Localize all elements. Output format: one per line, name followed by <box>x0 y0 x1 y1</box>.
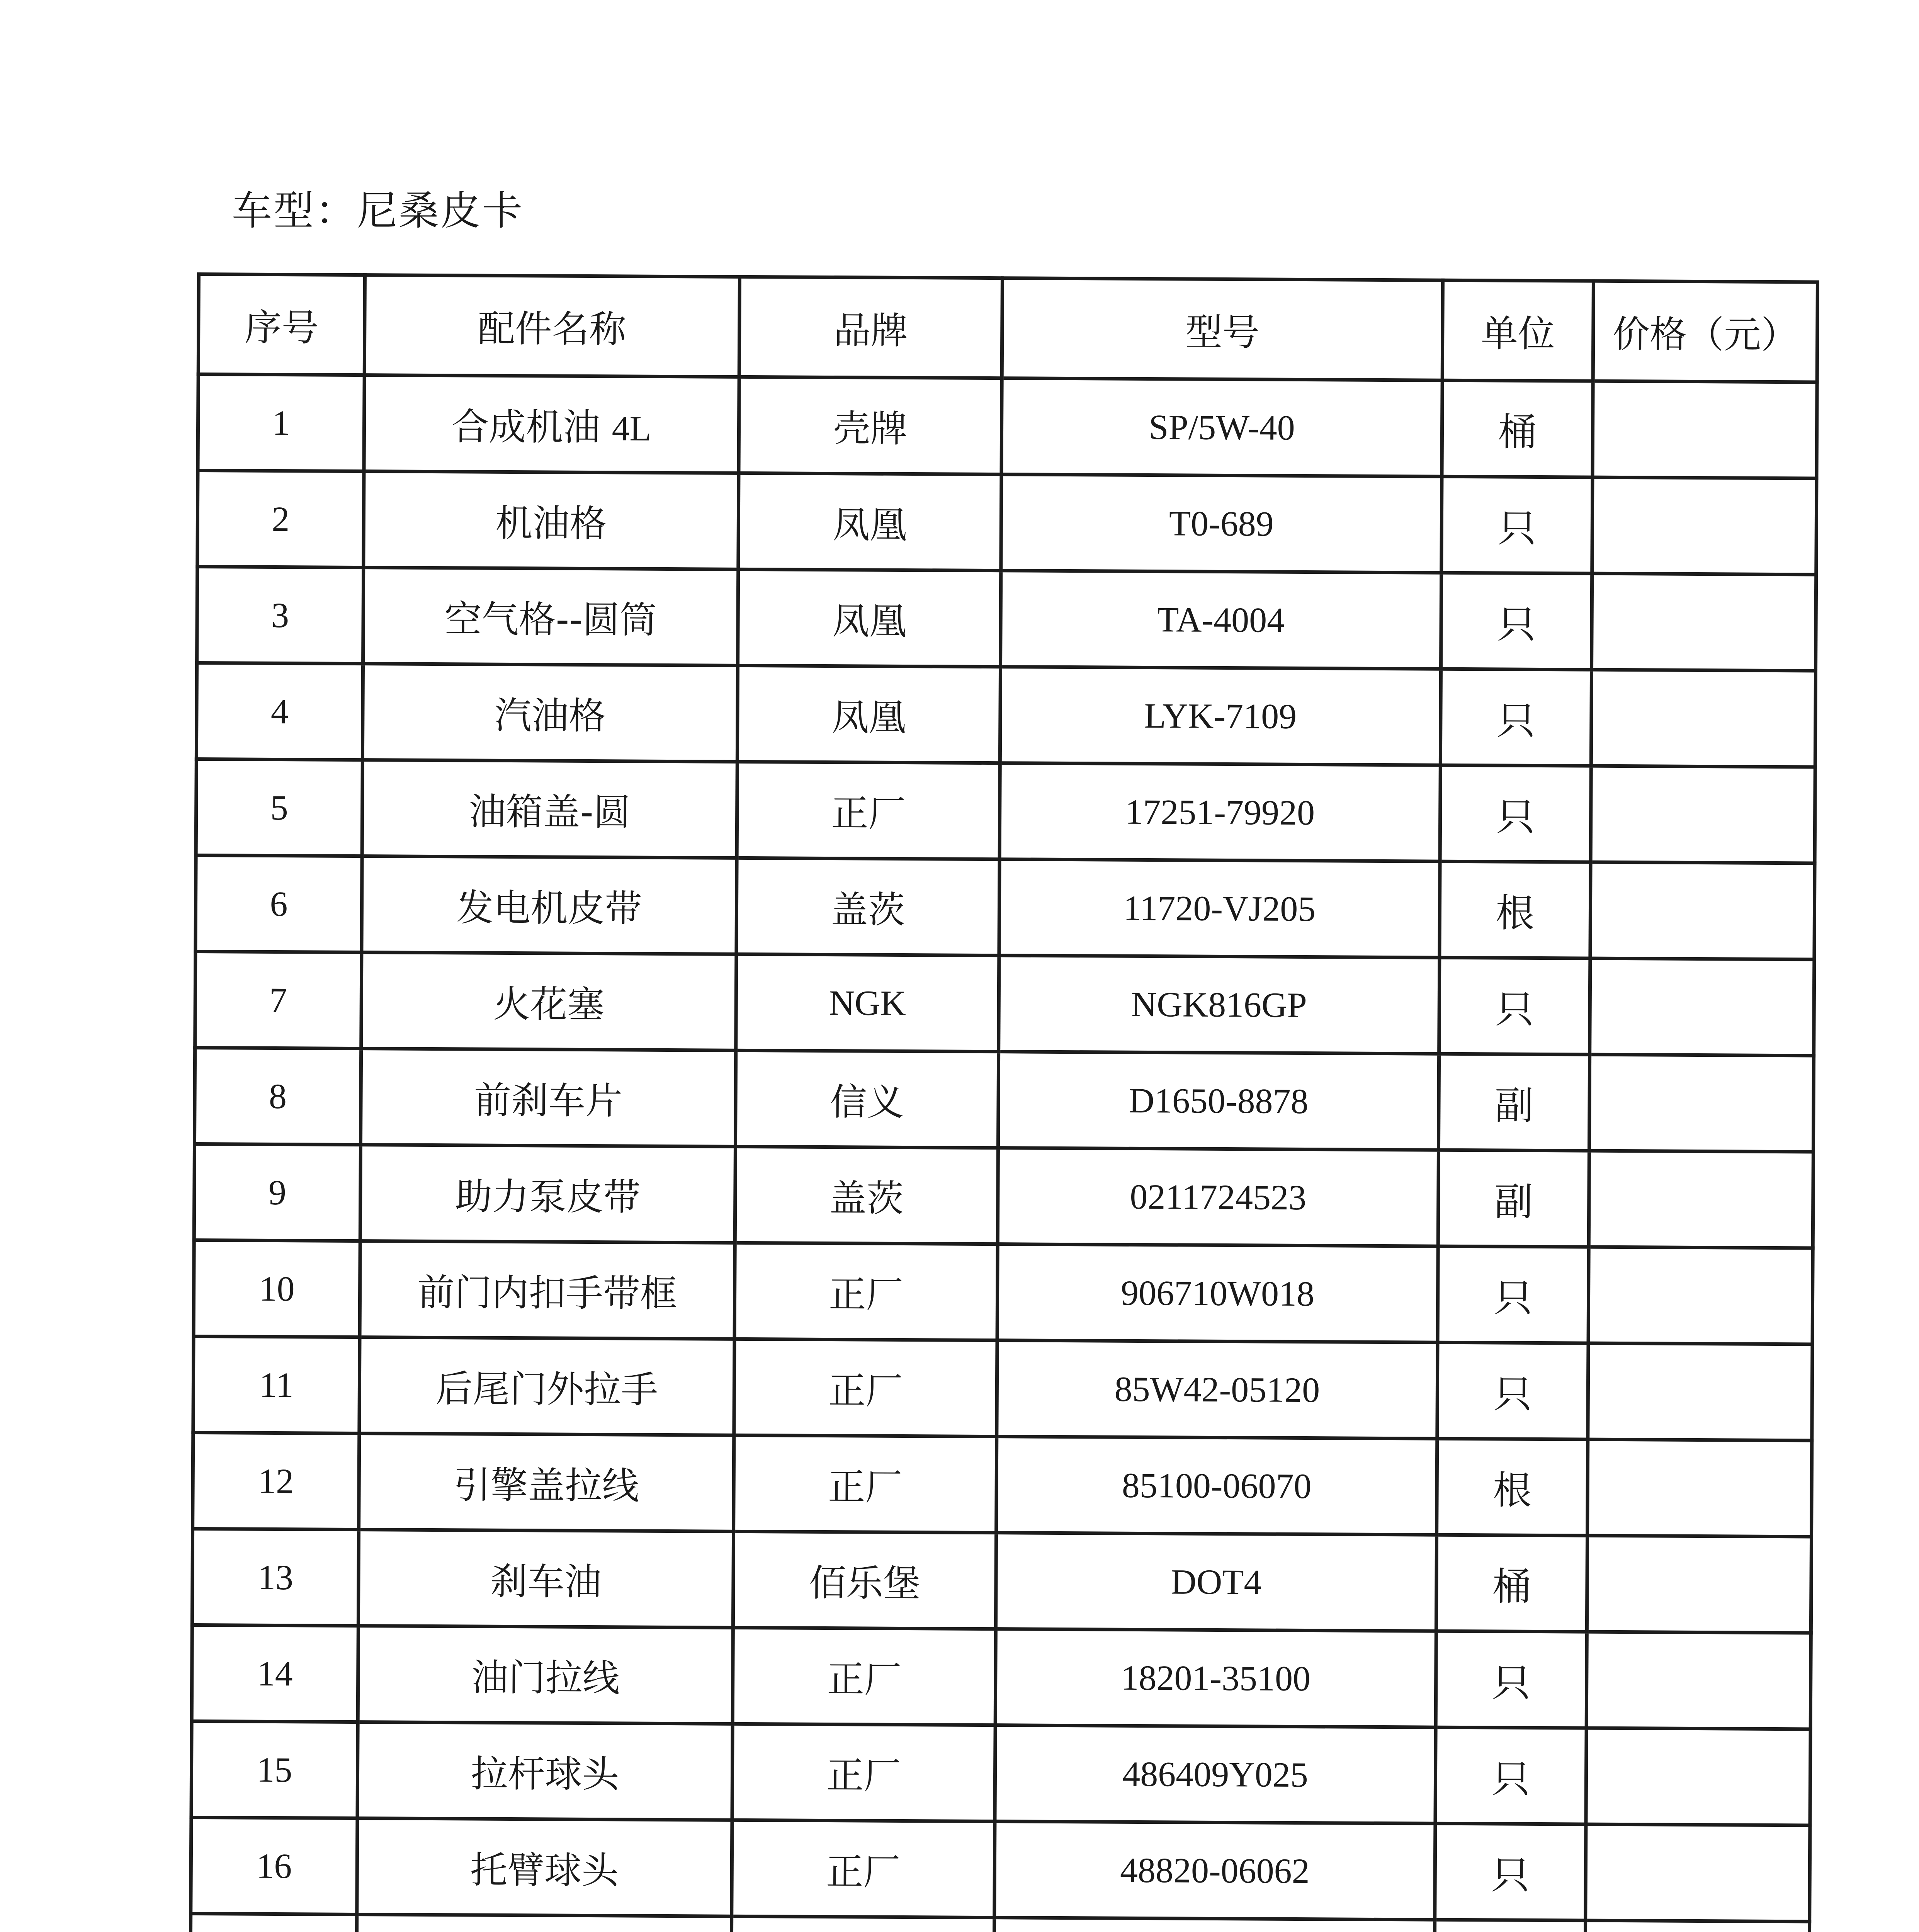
header-part-name: 配件名称 <box>364 275 739 377</box>
cell-price <box>1588 1247 1813 1344</box>
cell-part-name <box>361 952 736 1051</box>
cell-seq: 12 <box>193 1432 359 1529</box>
cell-price <box>1586 1728 1810 1825</box>
cell-part-name <box>358 1626 733 1724</box>
cell-brand: 正厂 <box>737 762 1000 859</box>
cell-seq: 16 <box>191 1817 357 1914</box>
cell-model: TA-4004 <box>1001 571 1441 669</box>
header-seq: 序号 <box>198 274 365 375</box>
part-name-text: 后尾门外拉手 <box>435 1367 658 1412</box>
cell-brand: 信义 <box>735 1050 998 1148</box>
cell-model: 18201-35100 <box>995 1629 1436 1728</box>
part-name-text: 前门内扣手带框 <box>417 1270 677 1315</box>
cell-price <box>1589 1151 1813 1248</box>
cell-model: 906710W018 <box>997 1244 1438 1343</box>
part-name-text: 火花塞 <box>493 982 605 1026</box>
cell-part-name <box>357 1818 732 1917</box>
cell-brand: 凤凰 <box>737 665 1000 763</box>
cell-part-name <box>362 760 737 858</box>
cell-model: 48820-06062 <box>994 1821 1435 1920</box>
cell-brand: 盖茨 <box>735 1146 998 1244</box>
cell-price <box>1591 670 1815 767</box>
part-name-text: 空气格--圆筒 <box>444 597 657 642</box>
table-row <box>192 1625 1811 1729</box>
cell-model: D1650-8878 <box>998 1052 1439 1150</box>
cell-brand: 正厂 <box>732 1820 995 1917</box>
cell-brand: NGK <box>736 954 999 1051</box>
table-row <box>191 1817 1810 1921</box>
cell-unit: 根 <box>1437 1439 1588 1536</box>
cell-part-name <box>357 1915 732 1932</box>
cell-unit: 只 <box>1438 1246 1589 1343</box>
cell-price <box>1585 1920 1809 1932</box>
cell-seq: 13 <box>192 1529 359 1626</box>
table-row <box>193 1336 1812 1440</box>
part-name-text: 前刹车片 <box>474 1078 623 1122</box>
cell-price <box>1588 1343 1812 1440</box>
table-row <box>196 759 1815 863</box>
part-name-text: 引擎盖拉线 <box>453 1463 639 1508</box>
parts-price-table <box>187 272 1819 1932</box>
header-brand: 品牌 <box>739 277 1002 378</box>
cell-brand: 盖茨 <box>736 858 999 955</box>
cell-price <box>1592 477 1817 575</box>
cell-model: 85W42-05120 <box>997 1340 1438 1439</box>
cell-model: LYK-7109 <box>1000 667 1441 765</box>
cell-model <box>994 1918 1435 1932</box>
cell-brand: 正厂 <box>733 1628 996 1725</box>
cell-unit: 根 <box>1440 861 1591 958</box>
cell-part-name <box>362 856 737 954</box>
header-unit: 单位 <box>1442 280 1593 381</box>
cell-seq: 4 <box>196 663 363 760</box>
part-name-text: 刹车油 <box>490 1560 602 1604</box>
table-row <box>197 567 1816 671</box>
cell-unit <box>1434 1920 1585 1932</box>
part-name-suffix: 4L <box>612 408 652 448</box>
table-row <box>195 855 1815 959</box>
cell-seq: 15 <box>191 1721 358 1818</box>
table-row <box>198 374 1817 478</box>
cell-part-name <box>358 1530 733 1628</box>
cell-seq: 3 <box>197 567 364 664</box>
cell-seq: 11 <box>193 1336 360 1433</box>
cell-seq: 10 <box>194 1240 360 1337</box>
cell-seq: 14 <box>192 1625 358 1722</box>
table-row <box>193 1432 1812 1536</box>
table-row <box>194 1240 1813 1344</box>
cell-model: 17251-79920 <box>999 763 1440 862</box>
table-row <box>192 1529 1811 1633</box>
cell-part-name <box>360 1145 735 1243</box>
cell-unit: 桶 <box>1442 380 1593 477</box>
cell-price <box>1587 1536 1811 1633</box>
cell-brand: 正厂 <box>732 1724 995 1821</box>
cell-unit: 只 <box>1439 957 1590 1054</box>
cell-unit: 只 <box>1441 476 1593 573</box>
cell-part-name <box>357 1722 733 1820</box>
cell-price <box>1586 1824 1810 1922</box>
cell-part-name <box>362 664 738 762</box>
cell-model: 0211724523 <box>998 1148 1438 1247</box>
cell-price <box>1590 958 1814 1056</box>
cell-seq: 5 <box>196 759 362 856</box>
cell-brand: 壳牌 <box>739 377 1002 474</box>
cell-unit: 只 <box>1435 1823 1586 1920</box>
cell-model: DOT4 <box>996 1533 1436 1631</box>
cell-unit: 桶 <box>1436 1535 1587 1632</box>
cell-seq: 2 <box>197 471 364 568</box>
cell-unit: 副 <box>1438 1150 1589 1247</box>
cell-price <box>1590 862 1815 959</box>
cell-price <box>1593 381 1817 478</box>
table-row <box>197 471 1817 575</box>
cell-brand: 正厂 <box>734 1243 998 1340</box>
vehicle-model-line <box>232 182 524 240</box>
header-model: 型号 <box>1002 278 1443 381</box>
vehicle-label: 车型： <box>232 187 357 234</box>
part-name-text: 发电机皮带 <box>456 886 642 930</box>
table-body <box>189 374 1817 1932</box>
table-row <box>195 952 1814 1056</box>
cell-seq: 1 <box>198 374 364 471</box>
cell-brand <box>731 1916 994 1932</box>
cell-part-name <box>360 1241 735 1339</box>
cell-model: 486409Y025 <box>995 1725 1436 1824</box>
cell-unit: 副 <box>1438 1054 1589 1151</box>
part-name-text: 托臂球头 <box>470 1848 619 1892</box>
table-row <box>194 1048 1814 1151</box>
part-name-text: 助力泵皮带 <box>455 1174 641 1219</box>
cell-brand: 凤凰 <box>738 473 1001 570</box>
cell-price <box>1586 1632 1811 1729</box>
cell-seq: 7 <box>195 952 362 1049</box>
vehicle-model: 尼桑皮卡 <box>357 187 524 234</box>
cell-seq <box>190 1913 357 1932</box>
part-name-text: 油门拉线 <box>471 1656 620 1700</box>
part-name-text: 油箱盖-圆 <box>469 789 631 834</box>
cell-unit: 只 <box>1440 765 1591 862</box>
cell-seq: 9 <box>194 1144 360 1241</box>
cell-part-name <box>364 375 739 473</box>
cell-seq: 8 <box>194 1048 361 1145</box>
cell-model: SP/5W-40 <box>1001 378 1442 477</box>
table-row <box>194 1144 1813 1248</box>
cell-model: T0-689 <box>1001 474 1442 573</box>
cell-brand: 佰乐堡 <box>733 1531 996 1629</box>
part-name-text: 汽油格 <box>494 694 606 738</box>
table-header-row <box>198 274 1817 382</box>
table-row <box>191 1721 1810 1825</box>
cell-price <box>1588 1439 1812 1537</box>
cell-model: 11720-VJ205 <box>999 859 1440 958</box>
cell-price <box>1592 573 1816 671</box>
part-name-text: 合成机油 <box>451 405 600 449</box>
cell-part-name <box>359 1434 734 1532</box>
cell-part-name <box>359 1337 734 1435</box>
cell-unit: 只 <box>1436 1631 1587 1728</box>
cell-price <box>1591 766 1815 863</box>
cell-part-name <box>360 1049 736 1147</box>
cell-part-name <box>364 471 739 570</box>
cell-seq: 6 <box>195 855 362 952</box>
header-price: 价格（元） <box>1593 281 1817 382</box>
cell-brand: 正厂 <box>734 1339 997 1436</box>
cell-part-name <box>363 568 738 666</box>
cell-price <box>1589 1054 1814 1152</box>
cell-model: 85100-06070 <box>996 1437 1437 1535</box>
cell-unit: 只 <box>1435 1727 1586 1824</box>
table-row <box>196 663 1815 767</box>
cell-brand: 正厂 <box>734 1435 997 1532</box>
cell-brand: 凤凰 <box>738 569 1001 667</box>
cell-unit: 只 <box>1441 573 1592 670</box>
part-name-text: 机油格 <box>495 501 607 545</box>
part-name-text: 拉杆球头 <box>471 1752 619 1796</box>
cell-model: NGK816GP <box>999 956 1440 1054</box>
cell-unit: 只 <box>1437 1342 1588 1439</box>
cell-unit: 只 <box>1440 669 1591 766</box>
